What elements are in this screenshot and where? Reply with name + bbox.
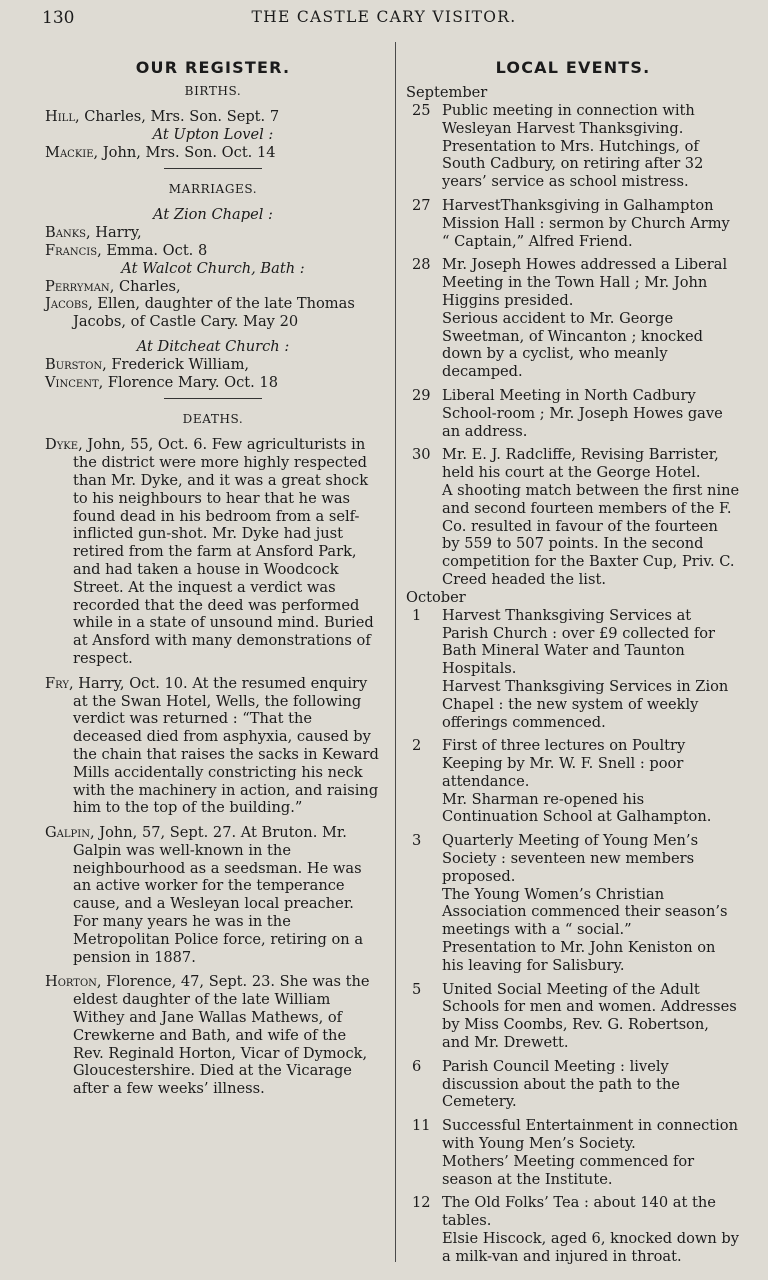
venue-label: At Ditcheat Church : xyxy=(136,337,290,355)
entry-text: , Charles, xyxy=(109,277,181,295)
event-day: 11 xyxy=(412,1117,431,1135)
surname: Burston xyxy=(45,355,103,373)
event-day: 30 xyxy=(412,446,431,464)
event-text: Mothers’ Meeting commenced for season at the Institute. xyxy=(442,1152,695,1188)
event-text: Mr. Sharman re-opened his Continuation School at Galhampton. xyxy=(442,790,712,826)
event-day: 25 xyxy=(412,102,431,119)
running-head: THE CASTLE CARY VISITOR. xyxy=(251,8,517,26)
month-label: September xyxy=(406,84,488,101)
marriage-entry xyxy=(45,224,381,242)
entry-text: , Frederick William, xyxy=(102,355,250,373)
entry-text: , Charles, Mrs. Son. Sept. 7 xyxy=(74,108,280,125)
event-item xyxy=(406,1058,740,1111)
surname: Jacobs xyxy=(45,295,89,313)
event-text: Mr. Joseph Howes addressed a Liberal Meeting in the Town Hall ; Mr. John Higgins presided. xyxy=(442,256,728,309)
entry-text: , John, 55, Oct. 6. Few agriculturists in the district were more highly respected than Mr. Dyke, and it was a great shock to his neighbours to hear that he was found dead in his bedroom from a self-inflicted gun-shot. Mr. Dyke had just retired from the farm at Ansford Park, and had taken a house in Woodcock Street. At the inquest a verdict was recorded that the deed was performed while in a state of unsound mind. Buried at Ansford with many demonstrations of respect. xyxy=(73,436,374,667)
event-day: 1 xyxy=(412,606,422,624)
venue-label: At Zion Chapel : xyxy=(153,206,273,224)
register-column xyxy=(45,58,381,1105)
marriage-entry xyxy=(45,278,381,296)
event-text: Liberal Meeting in North Cadbury School-room ; Mr. Joseph Howes gave an address. xyxy=(442,386,723,440)
event-text: First of three lectures on Poultry Keeping by Mr. W. F. Snell : poor attendance. xyxy=(442,737,686,790)
deaths-heading: DEATHS. xyxy=(182,412,244,427)
birth-entry xyxy=(45,144,381,162)
surname: Mackie xyxy=(45,143,94,161)
surname: Galpin xyxy=(45,824,90,842)
event-text: Serious accident to Mr. George Sweetman, of Wincanton ; knocked down by a cyclist, who meanly decamped. xyxy=(442,309,704,381)
event-text: A shooting match between the first nine and second fourteen members of the F. Co. resulted in favour of the fourteen by 559 to 507 points. In the second competition for the Baxter Cup, Priv. C. Creed headed the list. xyxy=(442,481,740,588)
register-title: OUR REGISTER. xyxy=(135,58,291,77)
event-item xyxy=(406,981,740,1052)
entry-text: , Ellen, daughter of the late Thomas Jacobs, of Castle Cary. May 20 xyxy=(73,295,355,331)
event-item xyxy=(406,1194,740,1265)
event-text: The Old Folks’ Tea : about 140 at the tables. xyxy=(442,1194,716,1230)
events-title: LOCAL EVENTS. xyxy=(495,58,651,77)
event-text: Elsie Hiscock, aged 6, knocked down by a milk-van and injured in throat. xyxy=(442,1230,740,1265)
death-entry xyxy=(45,436,381,667)
event-item xyxy=(406,446,740,588)
marriages-heading: MARRIAGES. xyxy=(168,182,258,197)
venue-label: At Upton Lovel : xyxy=(152,125,274,143)
event-item xyxy=(406,832,740,974)
surname: Fry xyxy=(45,674,69,692)
event-day: 6 xyxy=(412,1057,422,1075)
month-label: October xyxy=(406,588,466,606)
event-item xyxy=(406,387,740,440)
entry-text: , Emma. Oct. 8 xyxy=(97,241,208,259)
event-text: United Social Meeting of the Adult Schools for men and women. Addresses by Miss Coombs, Rev. G. Robertson, and Mr. Drewett. xyxy=(442,980,737,1052)
event-text: Mr. E. J. Radcliffe, Revising Barrister, held his court at the George Hotel. xyxy=(442,446,719,482)
event-text: The Young Women’s Christian Association commenced their season’s meetings with a “ social.” xyxy=(442,885,728,939)
venue-label: At Walcot Church, Bath : xyxy=(121,259,305,277)
event-day: 2 xyxy=(412,737,422,755)
event-text: Presentation to Mr. John Keniston on his leaving for Salisbury. xyxy=(442,939,716,974)
marriage-entry xyxy=(45,242,381,260)
page-number: 130 xyxy=(42,8,75,28)
death-entry xyxy=(45,824,381,966)
surname: Francis xyxy=(45,241,98,259)
death-entry xyxy=(45,973,381,1098)
event-day: 3 xyxy=(412,832,422,850)
event-item xyxy=(406,102,740,191)
section-rule xyxy=(164,398,262,399)
entry-text: , Florence, 47, Sept. 23. She was the eldest daughter of the late William Withey and Jane Wallas Mathews, of Crewkerne and Bath, and wife of the Rev. Reginald Horton, Vicar of Dymock, Gloucestershire. Died at the Vicarage after a few weeks’ illness. xyxy=(73,973,370,1098)
event-text: Presentation to Mrs. Hutchings, of South Cadbury, on retiring after 32 years’ service as school mistress. xyxy=(442,137,704,191)
event-text: Public meeting in connection with Wesleyan Harvest Thanksgiving. xyxy=(442,102,695,137)
event-day: 12 xyxy=(412,1194,431,1212)
surname: Perryman xyxy=(45,277,110,295)
event-text: Parish Council Meeting : lively discussion about the path to the Cemetery. xyxy=(442,1057,680,1111)
births-heading: BIRTHS. xyxy=(184,84,242,98)
events-column xyxy=(406,58,740,1266)
event-item xyxy=(406,607,740,732)
event-day: 28 xyxy=(412,256,431,274)
birth-entry xyxy=(45,108,381,126)
marriage-entry xyxy=(45,374,381,392)
entry-text: , Florence Mary. Oct. 18 xyxy=(98,373,278,391)
event-text: Quarterly Meeting of Young Men’s Society : seventeen new members proposed. xyxy=(442,832,699,885)
entry-text: , John, 57, Sept. 27. At Bruton. Mr. Galpin was well-known in the neighbourhood as a seedsman. He was an active worker for the temperance cause, and a Wesleyan local preacher. For many years he was in the Metropolitan Police force, retiring on a pension in 1887. xyxy=(73,824,364,966)
event-day: 5 xyxy=(412,980,422,998)
death-entry xyxy=(45,674,381,817)
event-item xyxy=(406,256,740,381)
event-text: Harvest Thanksgiving Services in Zion Chapel : the new system of weekly offerings commenced. xyxy=(442,677,729,731)
entry-text: , Harry, xyxy=(86,224,142,242)
surname: Hill xyxy=(45,108,75,125)
event-text: Successful Entertainment in connection with Young Men’s Society. xyxy=(442,1117,738,1153)
event-day: 29 xyxy=(412,386,431,404)
event-item xyxy=(406,1117,740,1188)
surname: Horton xyxy=(45,973,97,991)
column-divider xyxy=(395,42,396,1262)
surname: Banks xyxy=(45,224,87,242)
surname: Dyke xyxy=(45,436,79,454)
marriage-entry xyxy=(45,356,381,374)
section-rule xyxy=(164,168,262,169)
entry-text: , Harry, Oct. 10. At the resumed enquiry at the Swan Hotel, Wells, the following verdict was returned : “That the deceased died from asphyxia, caused by the chain that raises the sacks in Keward Mills accidentally constricting his neck with the machinery in action, and raising him to the top of the building.” xyxy=(68,674,379,817)
entry-text: , John, Mrs. Son. Oct. 14 xyxy=(93,143,276,161)
event-text: Harvest Thanksgiving Services at Parish Church : over £9 collected for Bath Mineral Water and Taunton Hospitals. xyxy=(442,606,715,678)
event-text: HarvestThanksgiving in Galhampton Mission Hall : sermon by Church Army “ Captain,” Alfred Friend. xyxy=(442,196,730,250)
marriage-entry xyxy=(45,295,381,331)
event-day: 27 xyxy=(412,196,431,214)
surname: Vincent xyxy=(45,373,99,391)
event-item xyxy=(406,197,740,250)
event-item xyxy=(406,737,740,826)
